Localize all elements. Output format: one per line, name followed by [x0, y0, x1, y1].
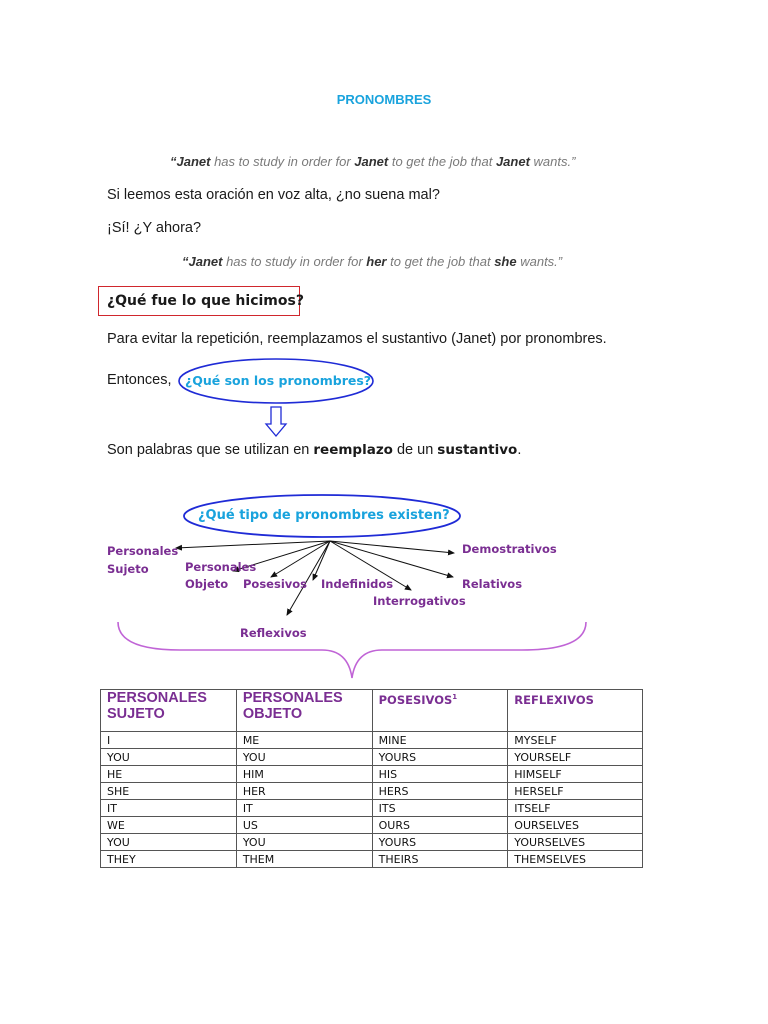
- table-cell: YOU: [236, 834, 372, 851]
- header-personales-objeto: PERSONALES OBJETO: [236, 690, 372, 732]
- table-cell: HE: [101, 766, 237, 783]
- header-personales-sujeto: PERSONALES SUJETO: [101, 690, 237, 732]
- type-personales-sujeto: Personales Sujeto: [107, 544, 179, 576]
- header-posesivos: POSESIVOS$^1$: [372, 690, 508, 732]
- type-demostrativos: Demostrativos: [462, 542, 557, 556]
- table-row: [101, 817, 643, 834]
- type-reflexivos: Reflexivos: [240, 626, 307, 640]
- type-posesivos: Posesivos: [243, 577, 308, 591]
- table-cell: THEY: [101, 851, 237, 868]
- question-line: Si leemos esta oración en voz alta, ¿no suena mal?: [107, 187, 440, 203]
- header-reflexivos: REFLEXIVOS: [508, 690, 643, 732]
- table-cell: WE: [101, 817, 237, 834]
- type-indefinidos: Indefinidos: [321, 577, 394, 591]
- table-cell: OURSELVES: [508, 817, 643, 834]
- table-cell: HIMSELF: [508, 766, 643, 783]
- table-row: [101, 800, 643, 817]
- table-cell: US: [236, 817, 372, 834]
- example-quote-1: “Janet has to study in order for Janet to get the job that Janet wants.”: [170, 154, 576, 169]
- table-cell: YOURSELF: [508, 749, 643, 766]
- question-3-text: ¿Qué tipo de pronombres existen?: [198, 508, 450, 523]
- page-title: PRONOMBRES: [336, 92, 432, 107]
- table-cell: SHE: [101, 783, 237, 800]
- down-arrow-icon: [266, 407, 286, 436]
- table-header-row: [101, 690, 643, 732]
- table-row: [101, 732, 643, 749]
- explanation-line: Para evitar la repetición, reemplazamos el sustantivo (Janet) por pronombres.: [107, 331, 607, 347]
- curly-brace: [118, 622, 586, 678]
- table-cell: HER: [236, 783, 372, 800]
- table-row: [101, 766, 643, 783]
- pronouns-table: [100, 689, 643, 868]
- table-cell: IT: [236, 800, 372, 817]
- table-cell: ITS: [372, 800, 508, 817]
- table-row: [101, 749, 643, 766]
- table-cell: MYSELF: [508, 732, 643, 749]
- table-cell: HERSELF: [508, 783, 643, 800]
- table-cell: IT: [101, 800, 237, 817]
- table-row: [101, 851, 643, 868]
- table-cell: I: [101, 732, 237, 749]
- example-quote-2: “Janet has to study in order for her to get the job that she wants.”: [182, 254, 563, 269]
- table-cell: THEM: [236, 851, 372, 868]
- arrow-posesivos: [271, 541, 330, 577]
- arrow-personales-sujeto: [176, 541, 330, 548]
- table-cell: OURS: [372, 817, 508, 834]
- table-cell: YOURSELVES: [508, 834, 643, 851]
- entonces-label: Entonces,: [107, 372, 172, 388]
- table-cell: THEMSELVES: [508, 851, 643, 868]
- question-box-text: ¿Qué fue lo que hicimos?: [107, 293, 304, 309]
- table-row: [101, 834, 643, 851]
- table-cell: THEIRS: [372, 851, 508, 868]
- table-cell: HIM: [236, 766, 372, 783]
- type-relativos: Relativos: [462, 577, 523, 591]
- type-personales-objeto: Personales Objeto: [185, 560, 257, 591]
- arrow-indefinidos: [313, 541, 330, 580]
- table-row: [101, 783, 643, 800]
- table-cell: YOURS: [372, 834, 508, 851]
- table-cell: HERS: [372, 783, 508, 800]
- table-cell: ME: [236, 732, 372, 749]
- table-cell: YOU: [101, 834, 237, 851]
- table-cell: ITSELF: [508, 800, 643, 817]
- table-cell: YOU: [236, 749, 372, 766]
- table-cell: YOU: [101, 749, 237, 766]
- table-cell: MINE: [372, 732, 508, 749]
- table-cell: HIS: [372, 766, 508, 783]
- arrow-relativos: [330, 541, 453, 577]
- question-2-text: ¿Qué son los pronombres?: [185, 373, 372, 388]
- definition-line: Son palabras que se utilizan en reemplazo de un sustantivo.: [107, 442, 522, 458]
- answer-line: ¡Sí! ¿Y ahora?: [107, 220, 202, 236]
- arrow-demostrativos: [330, 541, 454, 553]
- type-interrogativos: Interrogativos: [373, 594, 466, 608]
- table-cell: YOURS: [372, 749, 508, 766]
